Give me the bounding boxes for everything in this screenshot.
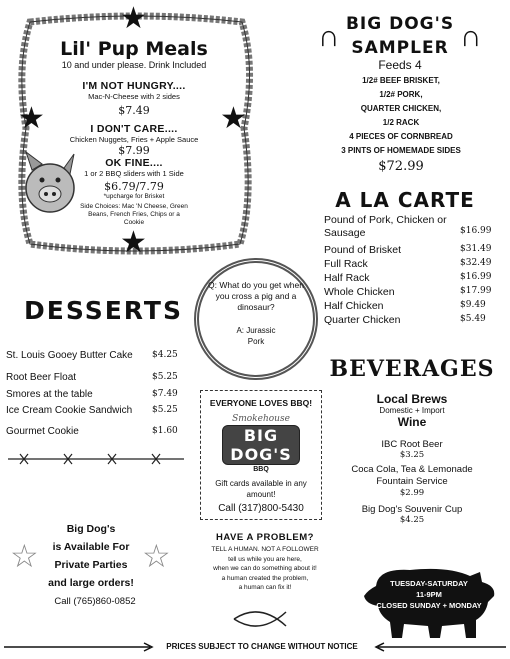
pup-side-choices: Side Choices: Mac 'N Cheese, Green Beans, French Fries, Chips or a Cookie — [80, 203, 188, 226]
list-item — [6, 426, 186, 440]
beverages-title: BEVERAGES — [329, 356, 495, 382]
barbed-wire-divider — [8, 452, 184, 466]
sampler-lines — [316, 74, 486, 174]
a-la-carte-title: A LA CARTE — [335, 188, 475, 212]
problem-line: a human created the problem, — [221, 574, 309, 582]
item-price: $7.49 — [152, 389, 178, 399]
item-name: St. Louis Gooey Butter Cake — [6, 350, 133, 361]
list-item — [324, 214, 496, 240]
pup-item-price: $6.79/7.79 — [104, 180, 164, 193]
private-phone: Call (765)860-0852 — [54, 596, 136, 607]
a-la-carte-list — [324, 214, 496, 334]
problem-line: tell us while you are here, — [228, 555, 302, 563]
beverage-price: $2.99 — [399, 488, 425, 498]
private-line: Private Parties — [54, 559, 128, 571]
joke-text — [208, 280, 304, 347]
fish-icon — [230, 608, 294, 630]
item-price: $31.49 — [460, 244, 492, 254]
hours-line: TUESDAY-SATURDAY — [390, 579, 468, 588]
wine: Wine — [397, 415, 427, 429]
pup-subtitle: 10 and under please. Drink Included — [61, 60, 207, 70]
star-icon: ★ — [120, 226, 147, 259]
sampler-line: 1/2# PORK, — [379, 90, 423, 99]
right-arrow-line — [374, 642, 506, 652]
pup-item-name: OK FINE.... — [105, 157, 163, 169]
logo-main: BIG DOG'S — [222, 425, 300, 465]
private-line: Big Dog's — [66, 523, 116, 535]
item-price: $16.99 — [460, 272, 492, 282]
list-item — [6, 405, 186, 419]
footer-notice: PRICES SUBJECT TO CHANGE WITHOUT NOTICE — [166, 642, 358, 651]
item-name: Gourmet Cookie — [6, 426, 79, 437]
list-item — [324, 244, 496, 258]
sampler-line: 1/2# BEEF BRISKET, — [362, 76, 440, 85]
item-price: $16.99 — [460, 226, 492, 236]
sampler-line: 1/2 RACK — [382, 118, 420, 127]
problem-line: a human can fix it! — [238, 584, 292, 591]
pup-item-desc: 1 or 2 BBQ sliders with 1 Side — [84, 169, 184, 178]
star-outline-icon: ☆ — [142, 538, 171, 574]
item-name: Quarter Chicken — [324, 314, 401, 326]
gift-card-title: EVERYONE LOVES BBQ! — [209, 398, 313, 408]
item-name: Whole Chicken — [324, 286, 395, 298]
left-arrow-line — [4, 642, 154, 652]
star-icon: ★ — [220, 102, 247, 135]
sampler-section — [330, 14, 470, 72]
logo-bottom: BBQ — [253, 466, 269, 473]
list-item — [6, 350, 186, 364]
big-dogs-logo — [218, 414, 304, 473]
item-price: $1.60 — [152, 426, 178, 436]
private-parties-section — [36, 520, 146, 592]
item-name: Half Chicken — [324, 300, 384, 312]
local-brews: Local Brews — [376, 392, 448, 406]
star-outline-icon: ☆ — [10, 538, 39, 574]
item-name: Pound of Brisket — [324, 244, 402, 256]
gift-card-text: Gift cards available in any amount! — [215, 479, 307, 499]
pup-item-name: I DON'T CARE.... — [90, 123, 178, 135]
pup-title: Lil' Pup Meals — [60, 38, 208, 60]
sampler-feeds: Feeds 4 — [378, 58, 422, 72]
joke-answer: A: Jurassic Pork — [236, 326, 276, 346]
star-icon: ★ — [120, 2, 147, 35]
beverage-name: Coca Cola, Tea & Lemonade Fountain Service — [351, 464, 473, 487]
item-price: $5.25 — [152, 405, 178, 415]
sampler-line: 3 PINTS OF HOMEMADE SIDES — [341, 146, 461, 155]
star-icon: ★ — [18, 102, 45, 135]
pup-item-price: $7.99 — [118, 144, 150, 157]
problem-line: when we can do something about it! — [213, 565, 317, 572]
item-name: Ice Cream Cookie Sandwich — [6, 405, 133, 416]
gift-card-phone: Call (317)800-5430 — [218, 503, 304, 514]
item-name: Half Rack — [324, 272, 370, 284]
list-item — [6, 372, 186, 386]
logo-top: Smokehouse — [232, 414, 290, 424]
beverage-price: $3.25 — [399, 450, 425, 460]
sampler-line: QUARTER CHICKEN, — [360, 104, 442, 113]
pup-item-desc: Chicken Nuggets, Fries + Apple Sauce — [69, 135, 199, 144]
item-name: Full Rack — [324, 258, 368, 270]
sampler-title: SAMPLER — [351, 38, 449, 58]
sampler-line: 4 PIECES OF CORNBREAD — [349, 132, 453, 141]
list-item — [6, 389, 186, 403]
pup-item-name: I'M NOT HUNGRY.... — [82, 80, 186, 92]
pup-upcharge: *upcharge for Brisket — [103, 193, 165, 200]
list-item — [324, 314, 496, 328]
problem-line: TELL A HUMAN. NOT A FOLLOWER — [211, 546, 319, 553]
problem-title: HAVE A PROBLEM? — [216, 532, 314, 543]
desserts-list — [6, 350, 186, 442]
desserts-title: DESSERTS — [24, 296, 183, 325]
private-line: is Available For — [52, 541, 130, 553]
item-price: $4.25 — [152, 350, 178, 360]
sampler-price: $72.99 — [378, 159, 424, 174]
list-item — [324, 258, 496, 272]
item-price: $32.49 — [460, 258, 492, 268]
private-line: and large orders! — [48, 577, 134, 589]
hours-section — [376, 578, 482, 611]
hours-line: 11-9PM — [416, 590, 442, 599]
item-name: Smores at the table — [6, 389, 93, 400]
beverage-price: $4.25 — [399, 515, 425, 525]
beverages-section — [328, 392, 496, 525]
list-item — [324, 272, 496, 286]
local-brews-sub: Domestic + Import — [379, 406, 445, 415]
horseshoe-icon: ∩ — [318, 20, 340, 53]
item-name: Root Beer Float — [6, 372, 77, 383]
list-item — [324, 300, 496, 314]
beverage-name: IBC Root Beer — [381, 439, 443, 450]
pup-item-desc: Mac-N-Cheese with 2 sides — [88, 92, 180, 101]
sampler-title: BIG DOG'S — [345, 14, 455, 34]
item-price: $5.25 — [152, 372, 178, 382]
item-price: $9.49 — [460, 300, 486, 310]
item-name: Pound of Pork, Chicken or Sausage — [324, 214, 447, 239]
problem-section — [190, 532, 340, 593]
pup-item-price: $7.49 — [118, 104, 150, 117]
list-item — [324, 286, 496, 300]
joke-question: Q: What do you get when you cross a pig and a dinosaur? — [208, 280, 304, 312]
pig-illustration — [20, 150, 78, 216]
hours-line: CLOSED SUNDAY + MONDAY — [376, 601, 482, 610]
beverage-name: Big Dog's Souvenir Cup — [361, 504, 463, 515]
item-price: $5.49 — [460, 314, 486, 324]
item-price: $17.99 — [460, 286, 492, 296]
horseshoe-icon: ∩ — [460, 20, 482, 53]
